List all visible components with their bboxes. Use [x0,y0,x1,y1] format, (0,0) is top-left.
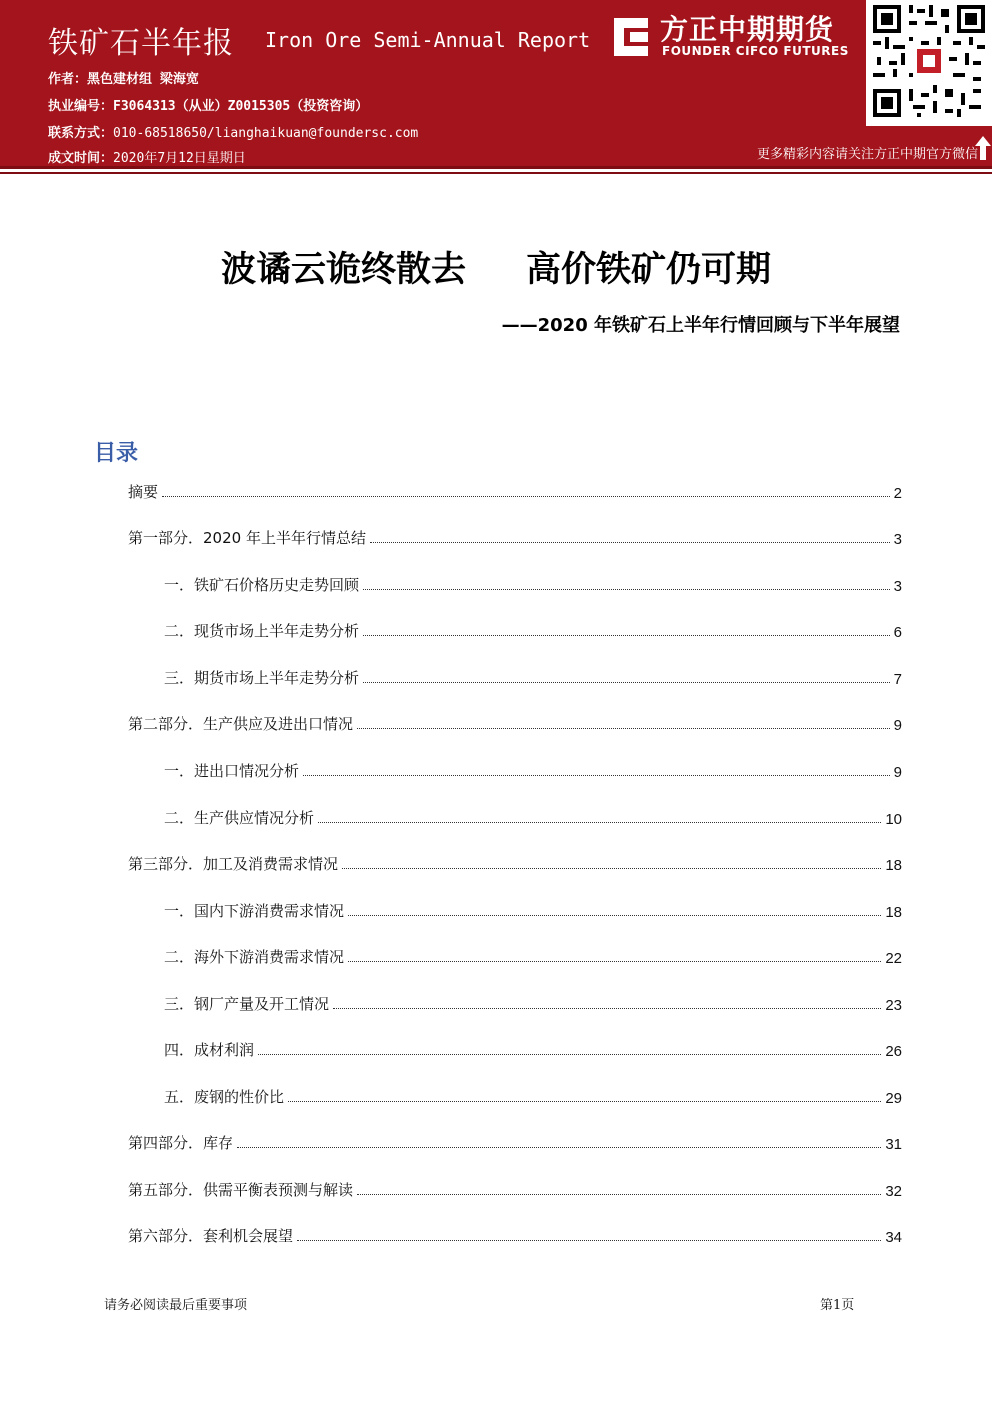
toc-item-page: 18 [885,904,902,921]
report-title-en: Iron Ore Semi-Annual Report [265,28,591,52]
toc-item-label: 五．废钢的性价比 [164,1088,285,1106]
toc-leader-dots [342,867,881,869]
toc-item[interactable] [164,759,902,781]
toc-item[interactable] [164,945,902,967]
toc-item-label: 第六部分．套利机会展望 [128,1227,294,1245]
report-title: 铁矿石半年报 [48,26,234,61]
logo-name-en: FOUNDER CIFCO FUTURES [662,44,849,58]
license-value: F3064313（从业）Z0015305（投资咨询） [113,99,369,114]
toc-leader-dots [258,1053,881,1055]
sub-title: ——2020 年铁矿石上半年行情回顾与下半年展望 [501,315,900,336]
toc-item-label: 四．成材利润 [164,1041,255,1059]
qr-code-icon [873,5,985,117]
toc-item-page: 6 [893,624,902,641]
up-arrow-icon [974,134,992,162]
toc-item-label: 三．钢厂产量及开工情况 [164,995,330,1013]
author-line [48,68,199,87]
toc-leader-dots [303,774,890,776]
toc-leader-dots [288,1100,881,1102]
date-value: 2020年7月12日星期日 [113,151,246,166]
toc-item-label: 二．生产供应情况分析 [164,809,315,827]
date-line [48,147,246,166]
contact-label: 联系方式： [48,126,114,141]
toc-heading: 目录 [94,441,139,466]
toc-item-label: 第三部分．加工及消费需求情况 [128,855,339,873]
toc-item-label: 第一部分．2020 年上半年行情总结 [128,529,366,547]
main-title-left: 波谲云诡终散去 [220,249,466,290]
main-title-right: 高价铁矿仍可期 [526,249,772,290]
license-line [48,95,368,114]
toc-leader-dots [363,681,890,683]
toc-item-page: 7 [893,671,902,688]
toc-item[interactable] [128,1131,902,1153]
toc-item[interactable] [164,666,902,688]
toc-item[interactable] [164,573,902,595]
toc-leader-dots [318,821,881,823]
main-title [0,242,992,292]
toc-item-page: 32 [885,1183,902,1200]
toc-item-page: 23 [885,997,902,1014]
toc-item[interactable] [128,1224,902,1246]
toc-item[interactable] [164,1085,902,1107]
toc-item-page: 22 [885,950,902,967]
toc-item-label: 三．期货市场上半年走势分析 [164,669,360,687]
toc-item-label: 二．现货市场上半年走势分析 [164,622,360,640]
toc-item-label: 第五部分．供需平衡表预测与解读 [128,1181,354,1199]
contact-value: 010-68518650/lianghaikuan@foundersc.com [113,126,419,141]
toc-item-page: 26 [885,1043,902,1060]
report-header [0,0,992,166]
toc-leader-dots [348,914,881,916]
toc-leader-dots [363,634,890,636]
toc-item[interactable] [128,712,902,734]
toc-item-page: 3 [893,578,902,595]
toc-item-page: 10 [885,811,902,828]
toc-leader-dots [162,495,890,497]
toc-item[interactable] [128,1178,902,1200]
toc-item-label: 第四部分．库存 [128,1134,234,1152]
toc-item[interactable] [164,806,902,828]
toc-item-page: 31 [885,1136,902,1153]
toc-item-page: 3 [893,531,902,548]
toc-leader-dots [333,1007,881,1009]
footer-notice: 请务必阅读最后重要事项 [104,1298,248,1313]
toc-item-page: 9 [893,764,902,781]
toc-item-page: 9 [893,717,902,734]
toc-item-label: 摘要 [128,483,159,501]
toc-item-page: 2 [893,485,902,502]
toc-item-label: 第二部分．生产供应及进出口情况 [128,715,354,733]
toc-item[interactable] [128,526,902,548]
toc-item[interactable] [164,899,902,921]
toc-item-page: 29 [885,1090,902,1107]
toc-item-page: 34 [885,1229,902,1246]
company-logo [604,6,860,64]
toc-item-label: 二．海外下游消费需求情况 [164,948,345,966]
author-label: 作者： [48,72,88,87]
toc-leader-dots [348,960,881,962]
toc-item-label: 一．进出口情况分析 [164,762,300,780]
qr-code [866,0,992,126]
toc-item-label: 一．铁矿石价格历史走势回顾 [164,576,360,594]
wechat-note: 更多精彩内容请关注方正中期官方微信 [756,147,978,162]
contact-line [48,122,418,141]
author-value: 黑色建材组 梁海宽 [87,72,199,87]
toc-item[interactable] [164,1038,902,1060]
footer-page-number: 第1页 [820,1298,855,1313]
header-divider-thin [0,172,992,174]
logo-name-cn: 方正中期期货 [660,13,835,46]
toc-item-page: 18 [885,857,902,874]
toc-leader-dots [363,588,890,590]
license-label: 执业编号： [48,99,114,114]
founder-logo-icon [608,14,654,60]
toc-leader-dots [370,541,890,543]
toc-item[interactable] [128,480,902,502]
toc-item[interactable] [164,619,902,641]
toc-leader-dots [357,1193,881,1195]
toc-leader-dots [297,1239,881,1241]
header-divider [0,166,992,169]
toc-item[interactable] [128,852,902,874]
date-label: 成文时间： [48,151,114,166]
toc-leader-dots [237,1146,881,1148]
toc-item-label: 一．国内下游消费需求情况 [164,902,345,920]
toc-leader-dots [357,727,890,729]
toc-item[interactable] [164,992,902,1014]
